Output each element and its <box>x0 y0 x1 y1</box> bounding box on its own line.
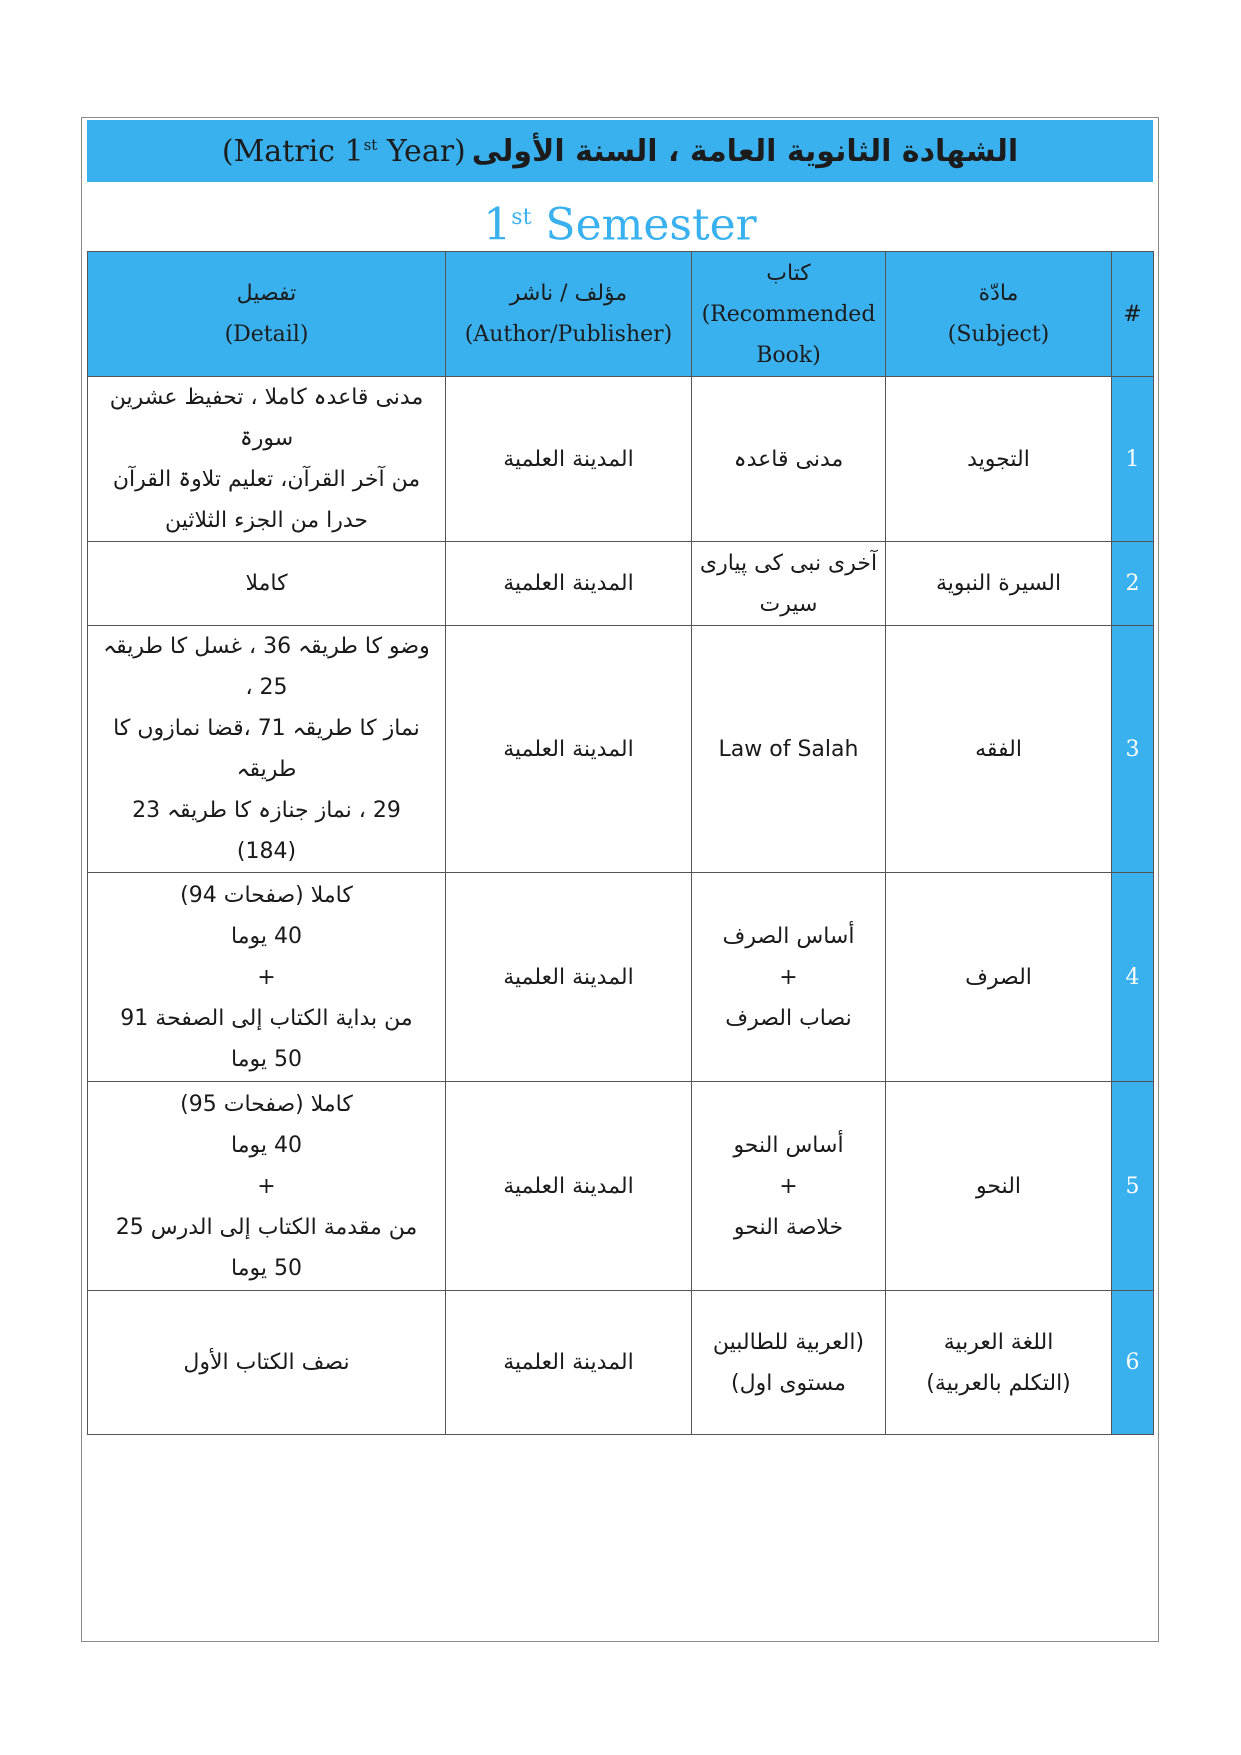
subject-cell-line: الفقه <box>975 736 1022 762</box>
table-row <box>88 377 1154 542</box>
title-en-prefix: (Matric 1 <box>221 133 364 169</box>
book-cell <box>692 626 886 873</box>
subject-cell-line: النحو <box>975 1173 1022 1199</box>
book-cell <box>692 1291 886 1435</box>
book-cell-line: مستوى اول) <box>731 1370 846 1396</box>
book-cell-line: + <box>779 964 798 990</box>
book-cell-line: سیرت <box>759 591 818 617</box>
detail-cell-line: 50 یوما <box>231 1255 302 1281</box>
detail-cell-line: من مقدمة الكتاب إلى الدرس 25 <box>115 1214 418 1240</box>
subject-cell-line: السيرة النبوية <box>935 571 1062 596</box>
semester-number: 1 <box>483 199 512 251</box>
table-row <box>88 1291 1154 1435</box>
book-cell <box>692 542 886 626</box>
subject-cell <box>886 377 1112 542</box>
subject-cell <box>886 873 1112 1082</box>
author-cell <box>446 626 692 873</box>
detail-cell-line: + <box>257 1173 276 1199</box>
author-cell-line: المدينة العلمية <box>503 1173 634 1199</box>
detail-cell-line: کاملا (صفحات 95) <box>180 1091 353 1117</box>
detail-cell <box>88 626 446 873</box>
detail-cell-line: حدرا من الجزء الثلاثین <box>165 508 368 533</box>
author-cell-line: المدينة العلمية <box>503 1350 634 1375</box>
subject-cell <box>886 1291 1112 1435</box>
row-number: 3 <box>1112 626 1154 873</box>
book-cell-line: أساس النحو <box>733 1132 844 1158</box>
title-en <box>222 134 466 169</box>
author-cell-line: المدينة العلمية <box>503 446 634 472</box>
author-cell <box>446 377 692 542</box>
title-ar: الشهادة الثانوية العامة ، السنة الأولى <box>471 133 1019 169</box>
book-cell <box>692 1082 886 1291</box>
row-number: 5 <box>1112 1082 1154 1291</box>
author-cell <box>446 542 692 626</box>
subject-cell <box>886 626 1112 873</box>
detail-cell-line: 29 ، نماز جنازہ کا طریقہ 23 <box>132 798 401 823</box>
subject-cell <box>886 542 1112 626</box>
author-cell-line: المدينة العلمية <box>503 964 634 990</box>
table-row <box>88 1082 1154 1291</box>
header-detail-ar: تفصيل <box>236 281 297 306</box>
header-book <box>692 252 886 377</box>
table-row <box>88 542 1154 626</box>
book-cell-line: + <box>779 1173 798 1199</box>
row-number: 2 <box>1112 542 1154 626</box>
detail-cell <box>88 377 446 542</box>
book-cell-line: Law of Salah <box>718 736 859 762</box>
subject-cell-line: اللغة العربية <box>943 1329 1054 1355</box>
detail-cell <box>88 1082 446 1291</box>
book-cell-line: (العربية للطالبين <box>712 1329 865 1355</box>
detail-cell-line: + <box>257 964 276 990</box>
detail-cell-line: کاملا (صفحات 94) <box>180 882 353 908</box>
subject-cell-line: الصرف <box>965 964 1032 990</box>
book-cell <box>692 873 886 1082</box>
detail-cell-line: کاملا <box>245 571 288 596</box>
semester-label: Semester <box>531 199 757 251</box>
detail-cell-line: (184) <box>236 839 297 864</box>
header-book-en-2: Book) <box>756 342 821 368</box>
syllabus-table <box>87 251 1154 1435</box>
table-row <box>88 626 1154 873</box>
subject-cell-line: التجويد <box>967 446 1030 472</box>
detail-cell-line: وضو کا طریقہ 36 ، غسل کا طریقہ 25 ، <box>103 634 430 700</box>
title-banner <box>87 120 1153 182</box>
detail-cell <box>88 873 446 1082</box>
header-subject-ar: مادّة <box>978 281 1019 306</box>
header-author <box>446 252 692 377</box>
semester-sup: st <box>511 205 532 230</box>
book-cell-line: نصاب الصرف <box>725 1005 852 1031</box>
table-row <box>88 873 1154 1082</box>
detail-cell-line: من آخر القرآن، تعلیم تلاوۃ القرآن <box>112 467 421 492</box>
detail-cell-line: 40 یوما <box>231 923 302 949</box>
detail-cell-line: مدنی قاعدہ کاملا ، تحفیظ عشرین سورۃ <box>109 385 424 451</box>
row-number: 6 <box>1112 1291 1154 1435</box>
title-en-suffix: Year) <box>377 133 466 169</box>
detail-cell-line: 40 یوما <box>231 1132 302 1158</box>
author-cell <box>446 1082 692 1291</box>
header-number: # <box>1112 252 1154 377</box>
header-subject <box>886 252 1112 377</box>
table-body <box>88 377 1154 1435</box>
title-en-sup: st <box>363 135 378 154</box>
detail-cell-line: نصف الكتاب الأول <box>183 1350 350 1375</box>
book-cell-line: أساس الصرف <box>722 923 855 949</box>
book-cell-line: مدنی قاعدہ <box>733 446 844 472</box>
header-subject-en: (Subject) <box>947 322 1050 347</box>
detail-cell-line: من بداية الكتاب إلى الصفحة 91 <box>120 1005 413 1031</box>
header-author-en: (Author/Publisher) <box>464 322 673 347</box>
table-header-row <box>88 252 1154 377</box>
book-cell-line: آخری نبی کی پیاری <box>699 550 878 576</box>
detail-cell-line: 50 یوما <box>231 1046 302 1072</box>
semester-heading <box>87 187 1153 249</box>
header-book-ar: كتاب <box>766 260 811 286</box>
author-cell <box>446 873 692 1082</box>
row-number: 1 <box>1112 377 1154 542</box>
detail-cell <box>88 542 446 626</box>
author-cell <box>446 1291 692 1435</box>
subject-cell-line: (التكلم بالعربية) <box>926 1370 1071 1396</box>
author-cell-line: المدينة العلمية <box>503 736 634 762</box>
book-cell <box>692 377 886 542</box>
header-book-en-1: (Recommended <box>701 301 876 327</box>
header-author-ar: مؤلف / ناشر <box>509 281 628 306</box>
author-cell-line: المدينة العلمية <box>503 571 634 596</box>
detail-cell <box>88 1291 446 1435</box>
row-number: 4 <box>1112 873 1154 1082</box>
book-cell-line: خلاصة النحو <box>733 1214 844 1240</box>
detail-cell-line: نماز کا طریقہ 71 ،قضا نمازوں کا طریقہ <box>113 716 420 782</box>
header-detail-en: (Detail) <box>224 322 309 347</box>
subject-cell <box>886 1082 1112 1291</box>
header-detail <box>88 252 446 377</box>
